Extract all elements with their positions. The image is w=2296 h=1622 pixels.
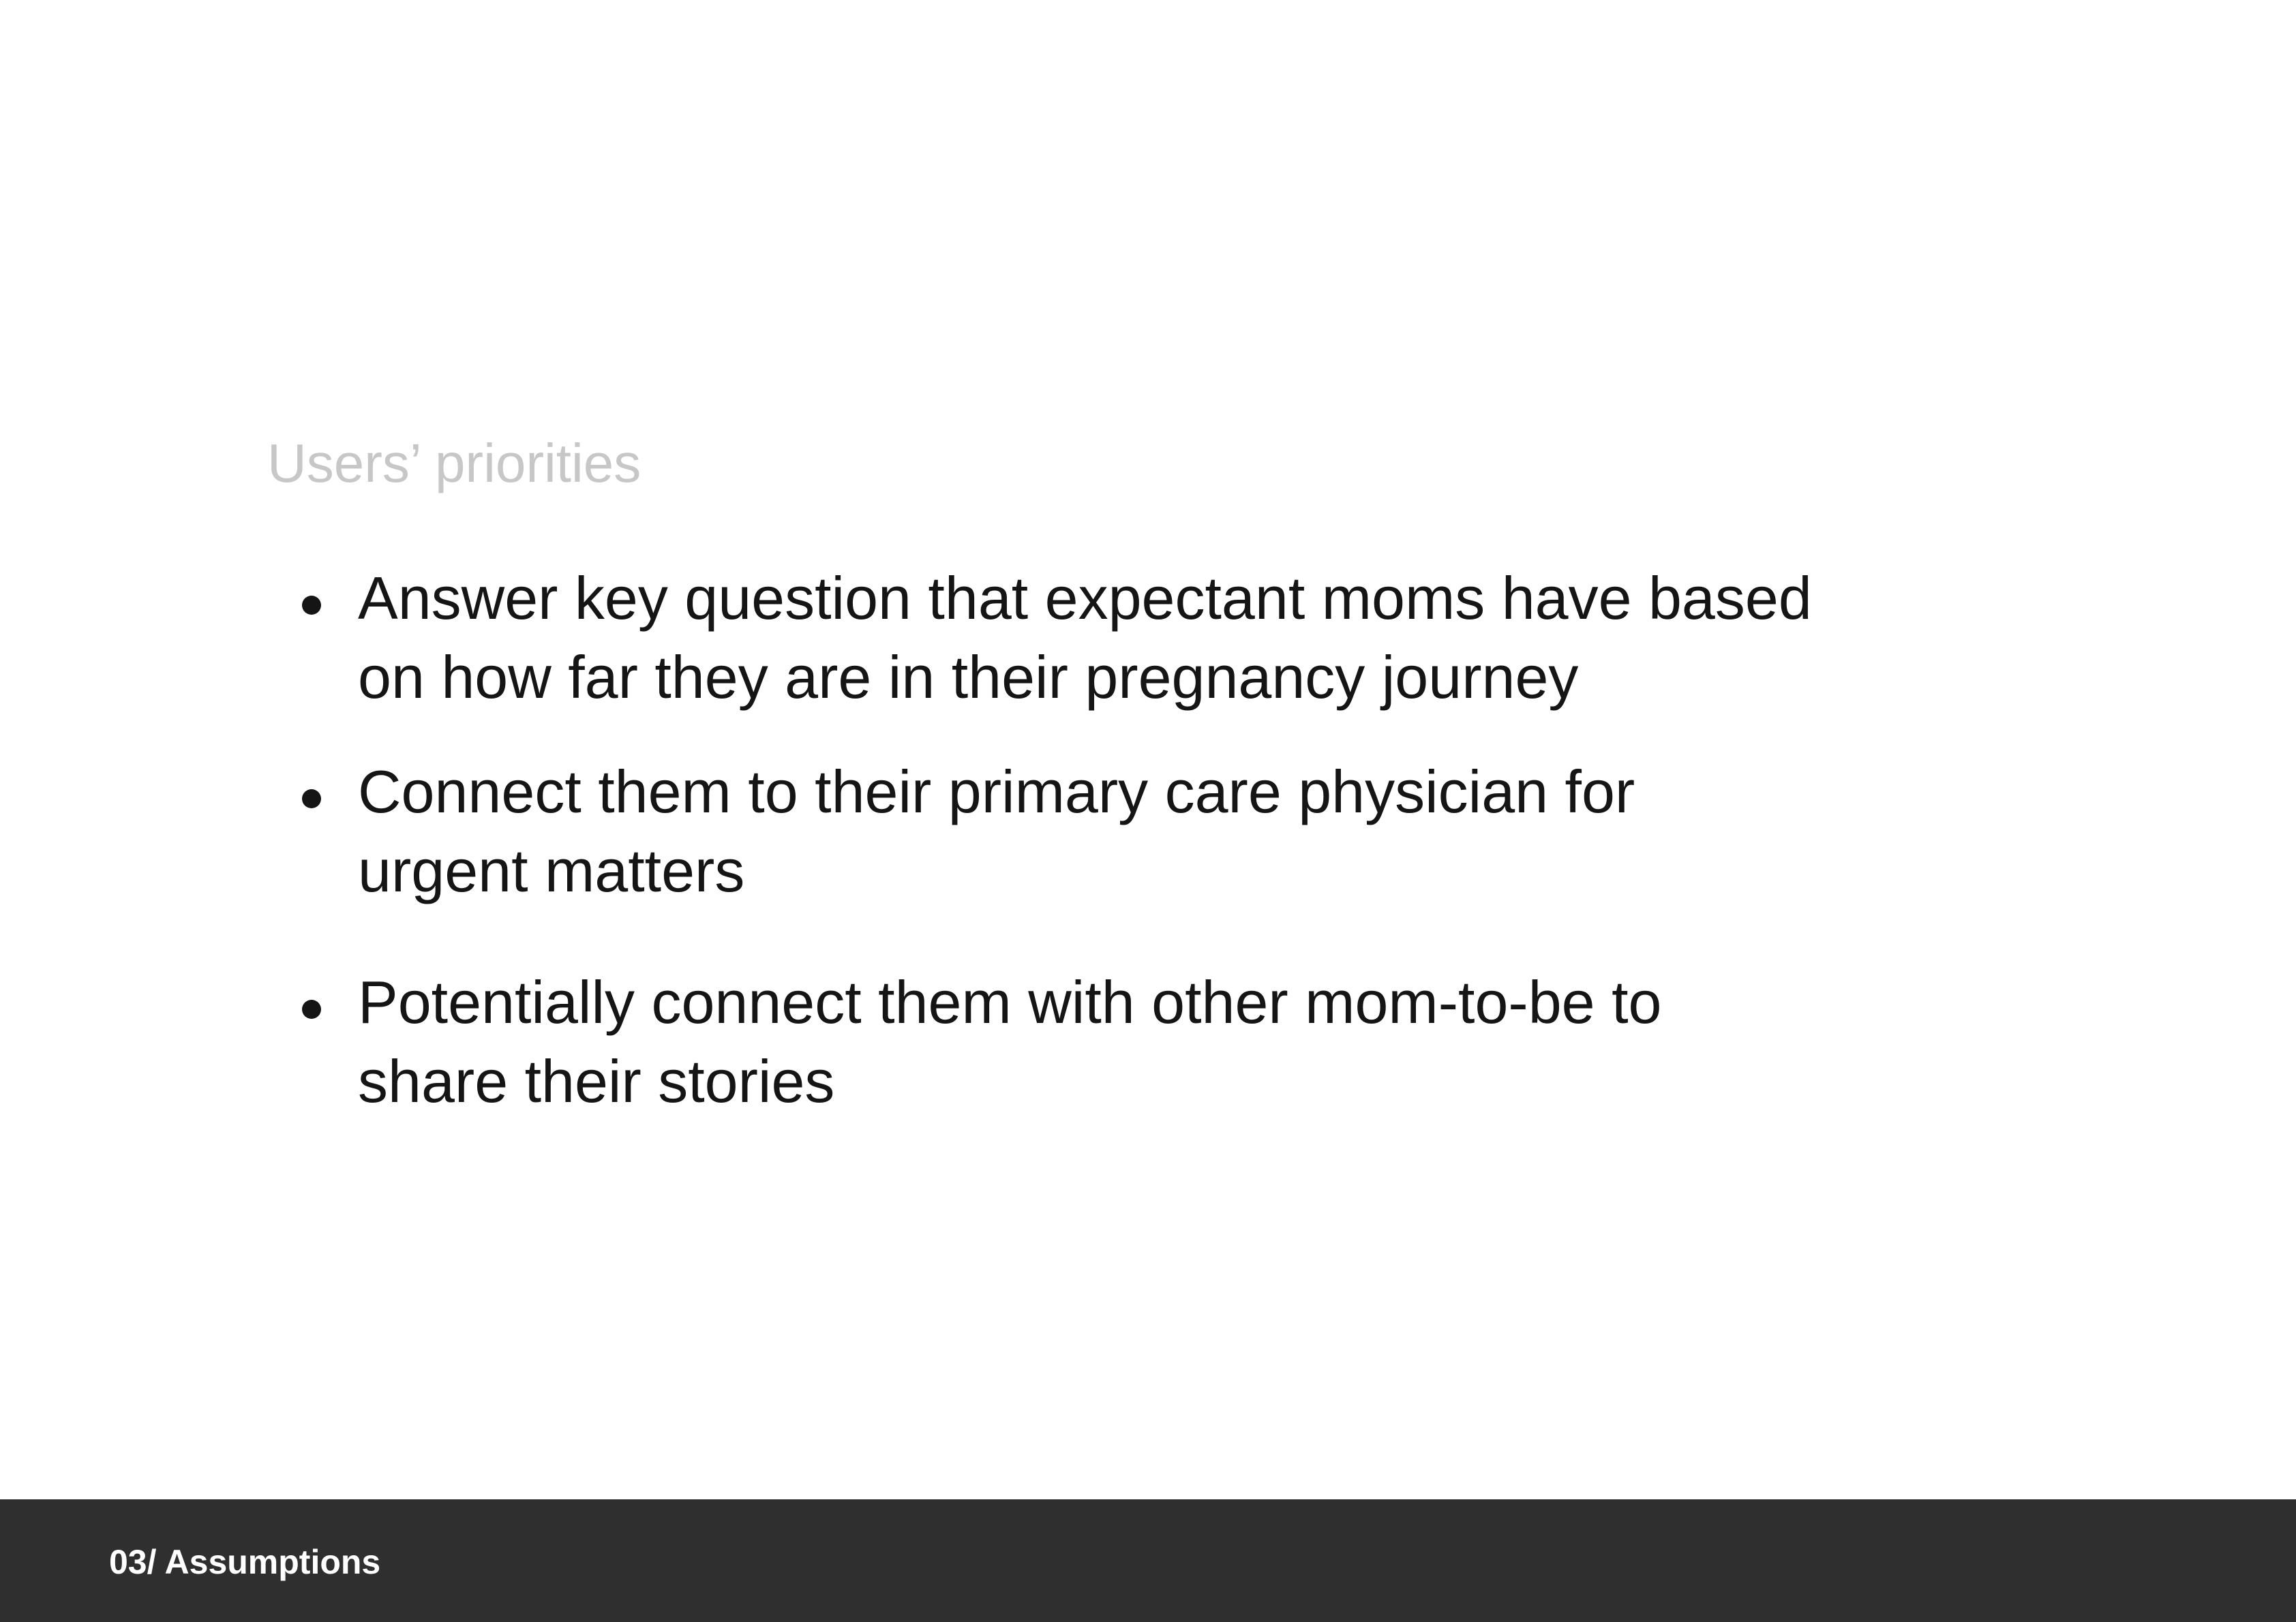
section-label: Users’ priorities xyxy=(267,433,641,493)
footer-section-label: 03/ Assumptions xyxy=(109,1543,381,1581)
list-item-text: Answer key question that expectant moms have based on how far they are in their pregnancy journey xyxy=(358,564,1812,711)
footer-bar xyxy=(0,1499,2296,1622)
list-item-text: Potentially connect them with other mom-to-be to share their stories xyxy=(358,968,1662,1115)
bullet-icon xyxy=(302,596,321,615)
list-item-text: Connect them to their primary care physician for urgent matters xyxy=(358,758,1635,904)
bullet-icon xyxy=(302,789,321,808)
bullet-icon xyxy=(302,1000,321,1019)
